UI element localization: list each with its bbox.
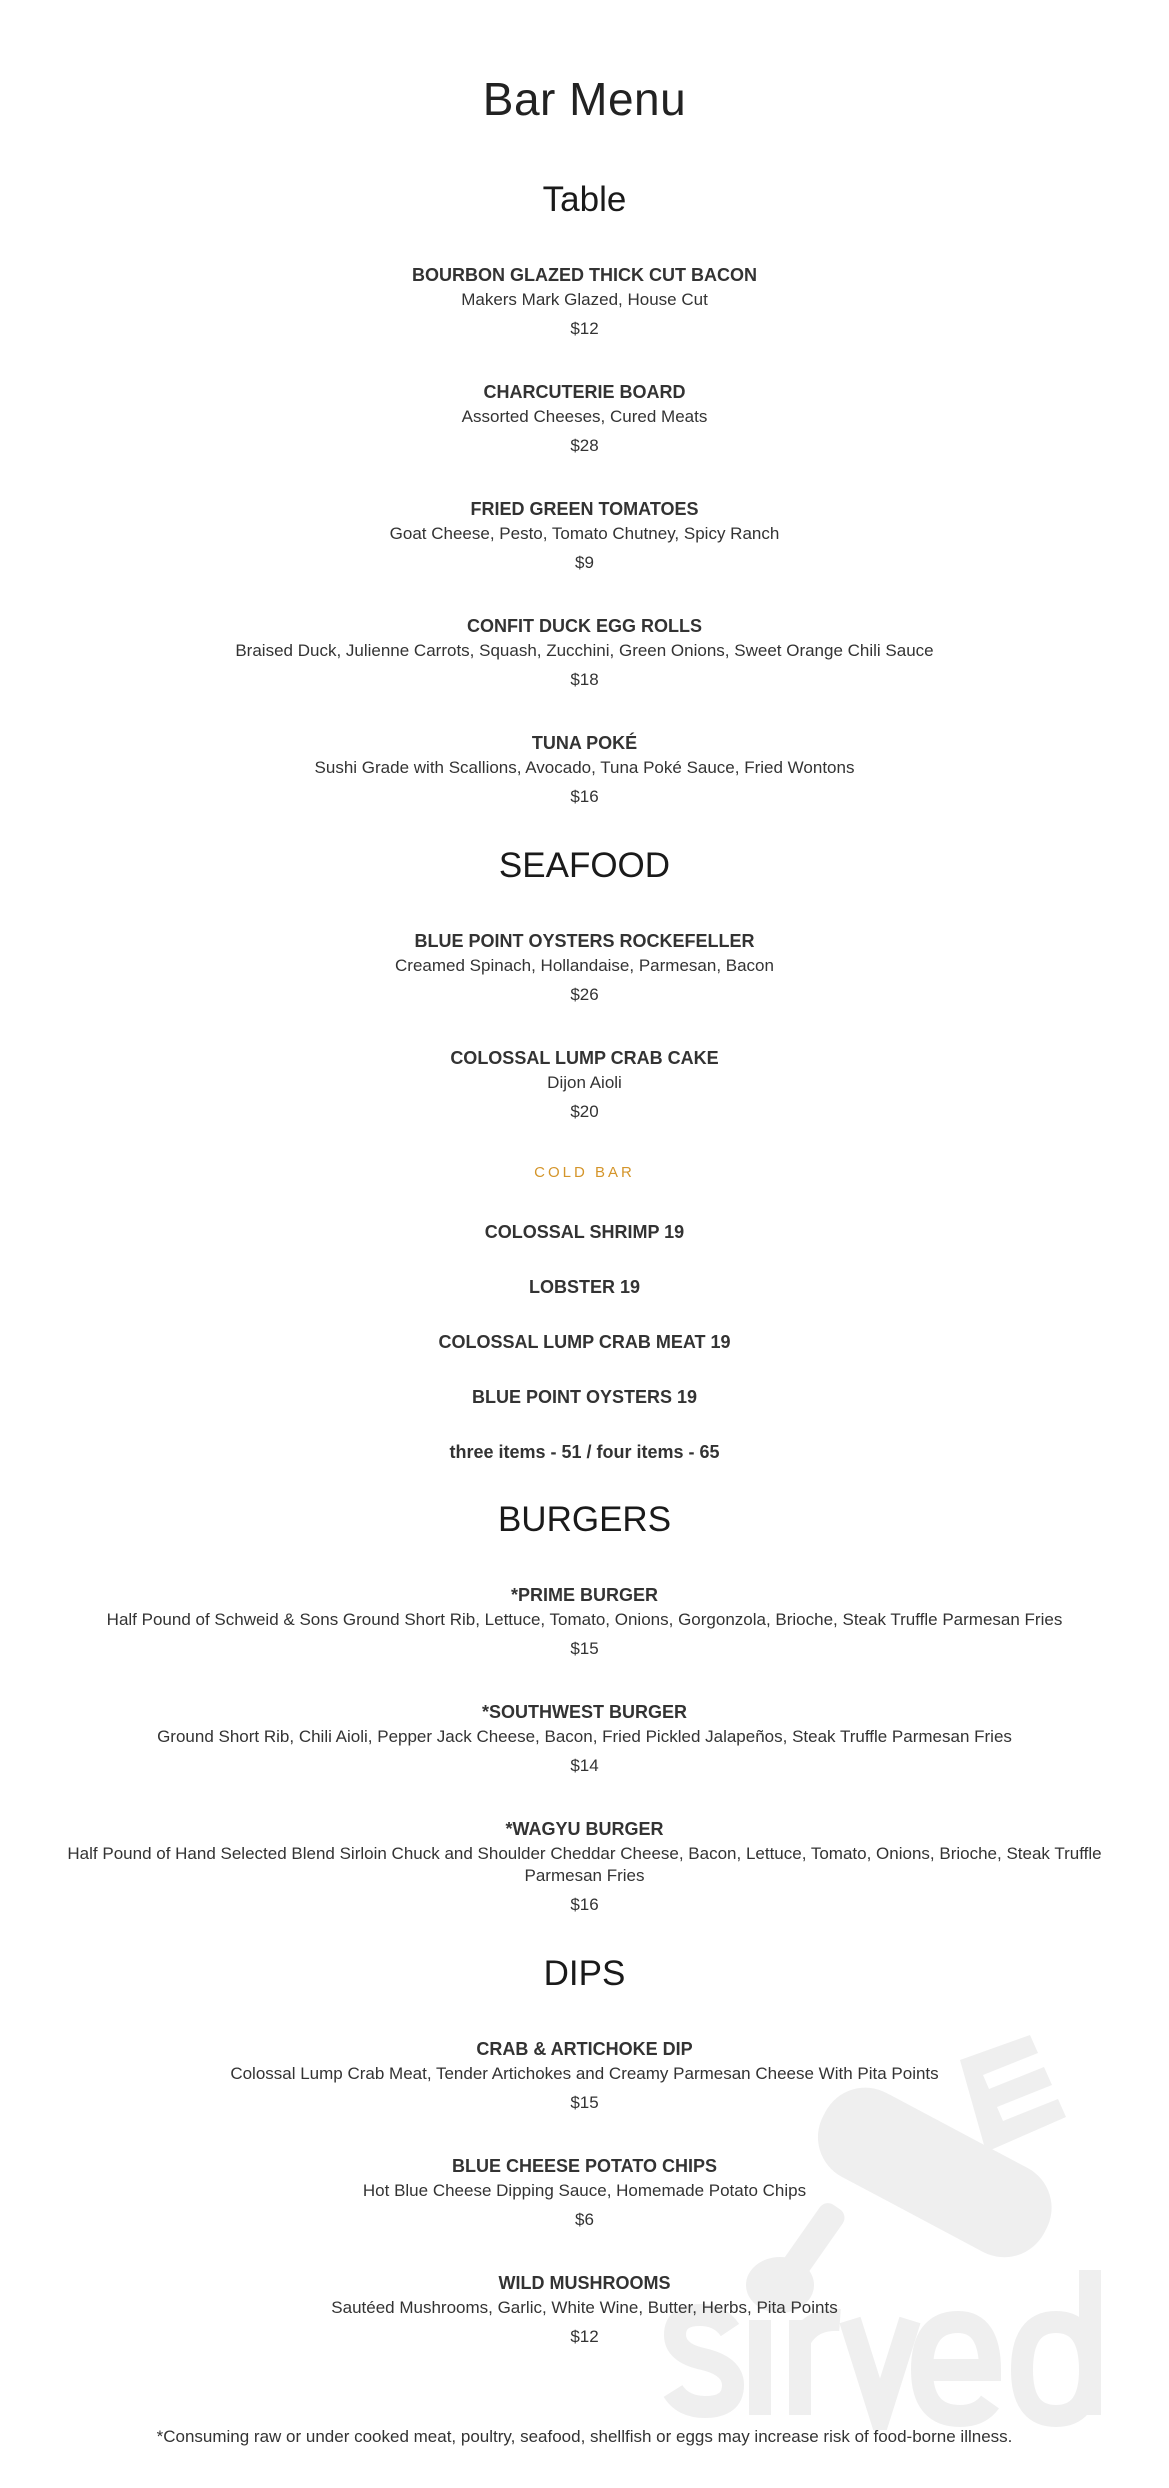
item-name: CRAB & ARTICHOKE DIP [476,2039,693,2059]
menu-item [0,378,1169,457]
item-price: $6 [575,2210,594,2229]
item-name: CONFIT DUCK EGG ROLLS [467,616,702,636]
item-name: BLUE CHEESE POTATO CHIPS [451,2156,718,2176]
item-name: BOURBON GLAZED THICK CUT BACON [412,265,757,285]
item-desc: Half Pound of Hand Selected Blend Sirloin Chuck and Shoulder Cheddar Cheese, Bacon, Lettuce, Tomato, Onions, Brioche, Steak Truffle Parmesan Fries [67,1844,1102,1885]
menu-item [0,1698,1169,1777]
section-burgers [0,1500,1169,1916]
cold-bar-pricing: three items - 51 / four items - 65 [449,1442,720,1462]
item-price: $16 [570,787,599,806]
menu-item [0,1044,1169,1123]
item-desc: Half Pound of Schweid & Sons Ground Short Rib, Lettuce, Tomato, Onions, Gorgonzola, Brioche, Steak Truffle Parmesan Fries [106,1610,1063,1629]
item-price: $16 [570,1895,599,1914]
item-name: TUNA POKÉ [531,733,638,753]
item-desc: Makers Mark Glazed, House Cut [461,290,708,309]
item-name: BLUE POINT OYSTERS ROCKEFELLER [414,931,755,951]
item-desc: Assorted Cheeses, Cured Meats [461,407,708,426]
item-desc: Creamed Spinach, Hollandaise, Parmesan, Bacon [395,956,774,975]
cold-bar-item: COLOSSAL LUMP CRAB MEAT 19 [438,1332,731,1352]
cold-bar-subheading: COLD BAR [534,1164,635,1181]
cold-bar-item: BLUE POINT OYSTERS 19 [471,1387,698,1407]
item-price: $12 [570,2327,599,2346]
section-heading: DIPS [543,1954,626,1993]
item-desc: Dijon Aioli [547,1073,622,1092]
item-desc: Braised Duck, Julienne Carrots, Squash, Zucchini, Green Onions, Sweet Orange Chili Sauce [235,641,934,660]
menu-item [0,2269,1169,2348]
item-price: $14 [570,1756,599,1775]
item-name: CHARCUTERIE BOARD [483,382,686,402]
menu-item [0,261,1169,340]
menu-item [0,2152,1169,2231]
item-desc: Sautéed Mushrooms, Garlic, White Wine, Butter, Herbs, Pita Points [331,2298,838,2317]
item-name: WILD MUSHROOMS [498,2273,671,2293]
item-price: $20 [570,1102,599,1121]
item-desc: Goat Cheese, Pesto, Tomato Chutney, Spicy Ranch [389,524,780,543]
menu-item [0,927,1169,1006]
item-name: *SOUTHWEST BURGER [481,1702,687,1722]
cold-bar-item: COLOSSAL SHRIMP 19 [484,1222,685,1242]
item-price: $9 [575,553,594,572]
cold-bar-item: LOBSTER 19 [528,1277,641,1297]
section-seafood [0,846,1169,1465]
item-price: $26 [570,985,599,1004]
item-price: $15 [570,2093,599,2112]
cold-bar-list [0,1219,1169,1465]
item-name: FRIED GREEN TOMATOES [470,499,699,519]
item-price: $28 [570,436,599,455]
section-heading: SEAFOOD [498,846,671,885]
menu-item [0,495,1169,574]
menu-item [0,1581,1169,1660]
section-heading: Table [542,180,627,219]
section-dips [0,1954,1169,2348]
item-desc: Hot Blue Cheese Dipping Sauce, Homemade Potato Chips [362,2181,807,2200]
menu-item [0,2035,1169,2114]
item-desc: Ground Short Rib, Chili Aioli, Pepper Jack Cheese, Bacon, Fried Pickled Jalapeños, Steak Truffle Parmesan Fries [157,1727,1012,1746]
menu-item [0,1815,1169,1916]
section-heading: BURGERS [497,1500,672,1539]
item-price: $12 [570,319,599,338]
page-title: Bar Menu [482,73,687,125]
section-table [0,180,1169,808]
item-price: $15 [570,1639,599,1658]
item-desc: Colossal Lump Crab Meat, Tender Artichokes and Creamy Parmesan Cheese With Pita Points [230,2064,939,2083]
item-name: *PRIME BURGER [510,1585,658,1605]
item-name: *WAGYU BURGER [505,1819,664,1839]
item-price: $18 [570,670,599,689]
menu-item [0,612,1169,691]
menu-item [0,729,1169,808]
item-name: COLOSSAL LUMP CRAB CAKE [450,1048,719,1068]
item-desc: Sushi Grade with Scallions, Avocado, Tuna Poké Sauce, Fried Wontons [314,758,855,777]
food-safety-footnote: *Consuming raw or under cooked meat, poultry, seafood, shellfish or eggs may increase risk of food-borne illness. [156,2427,1013,2446]
